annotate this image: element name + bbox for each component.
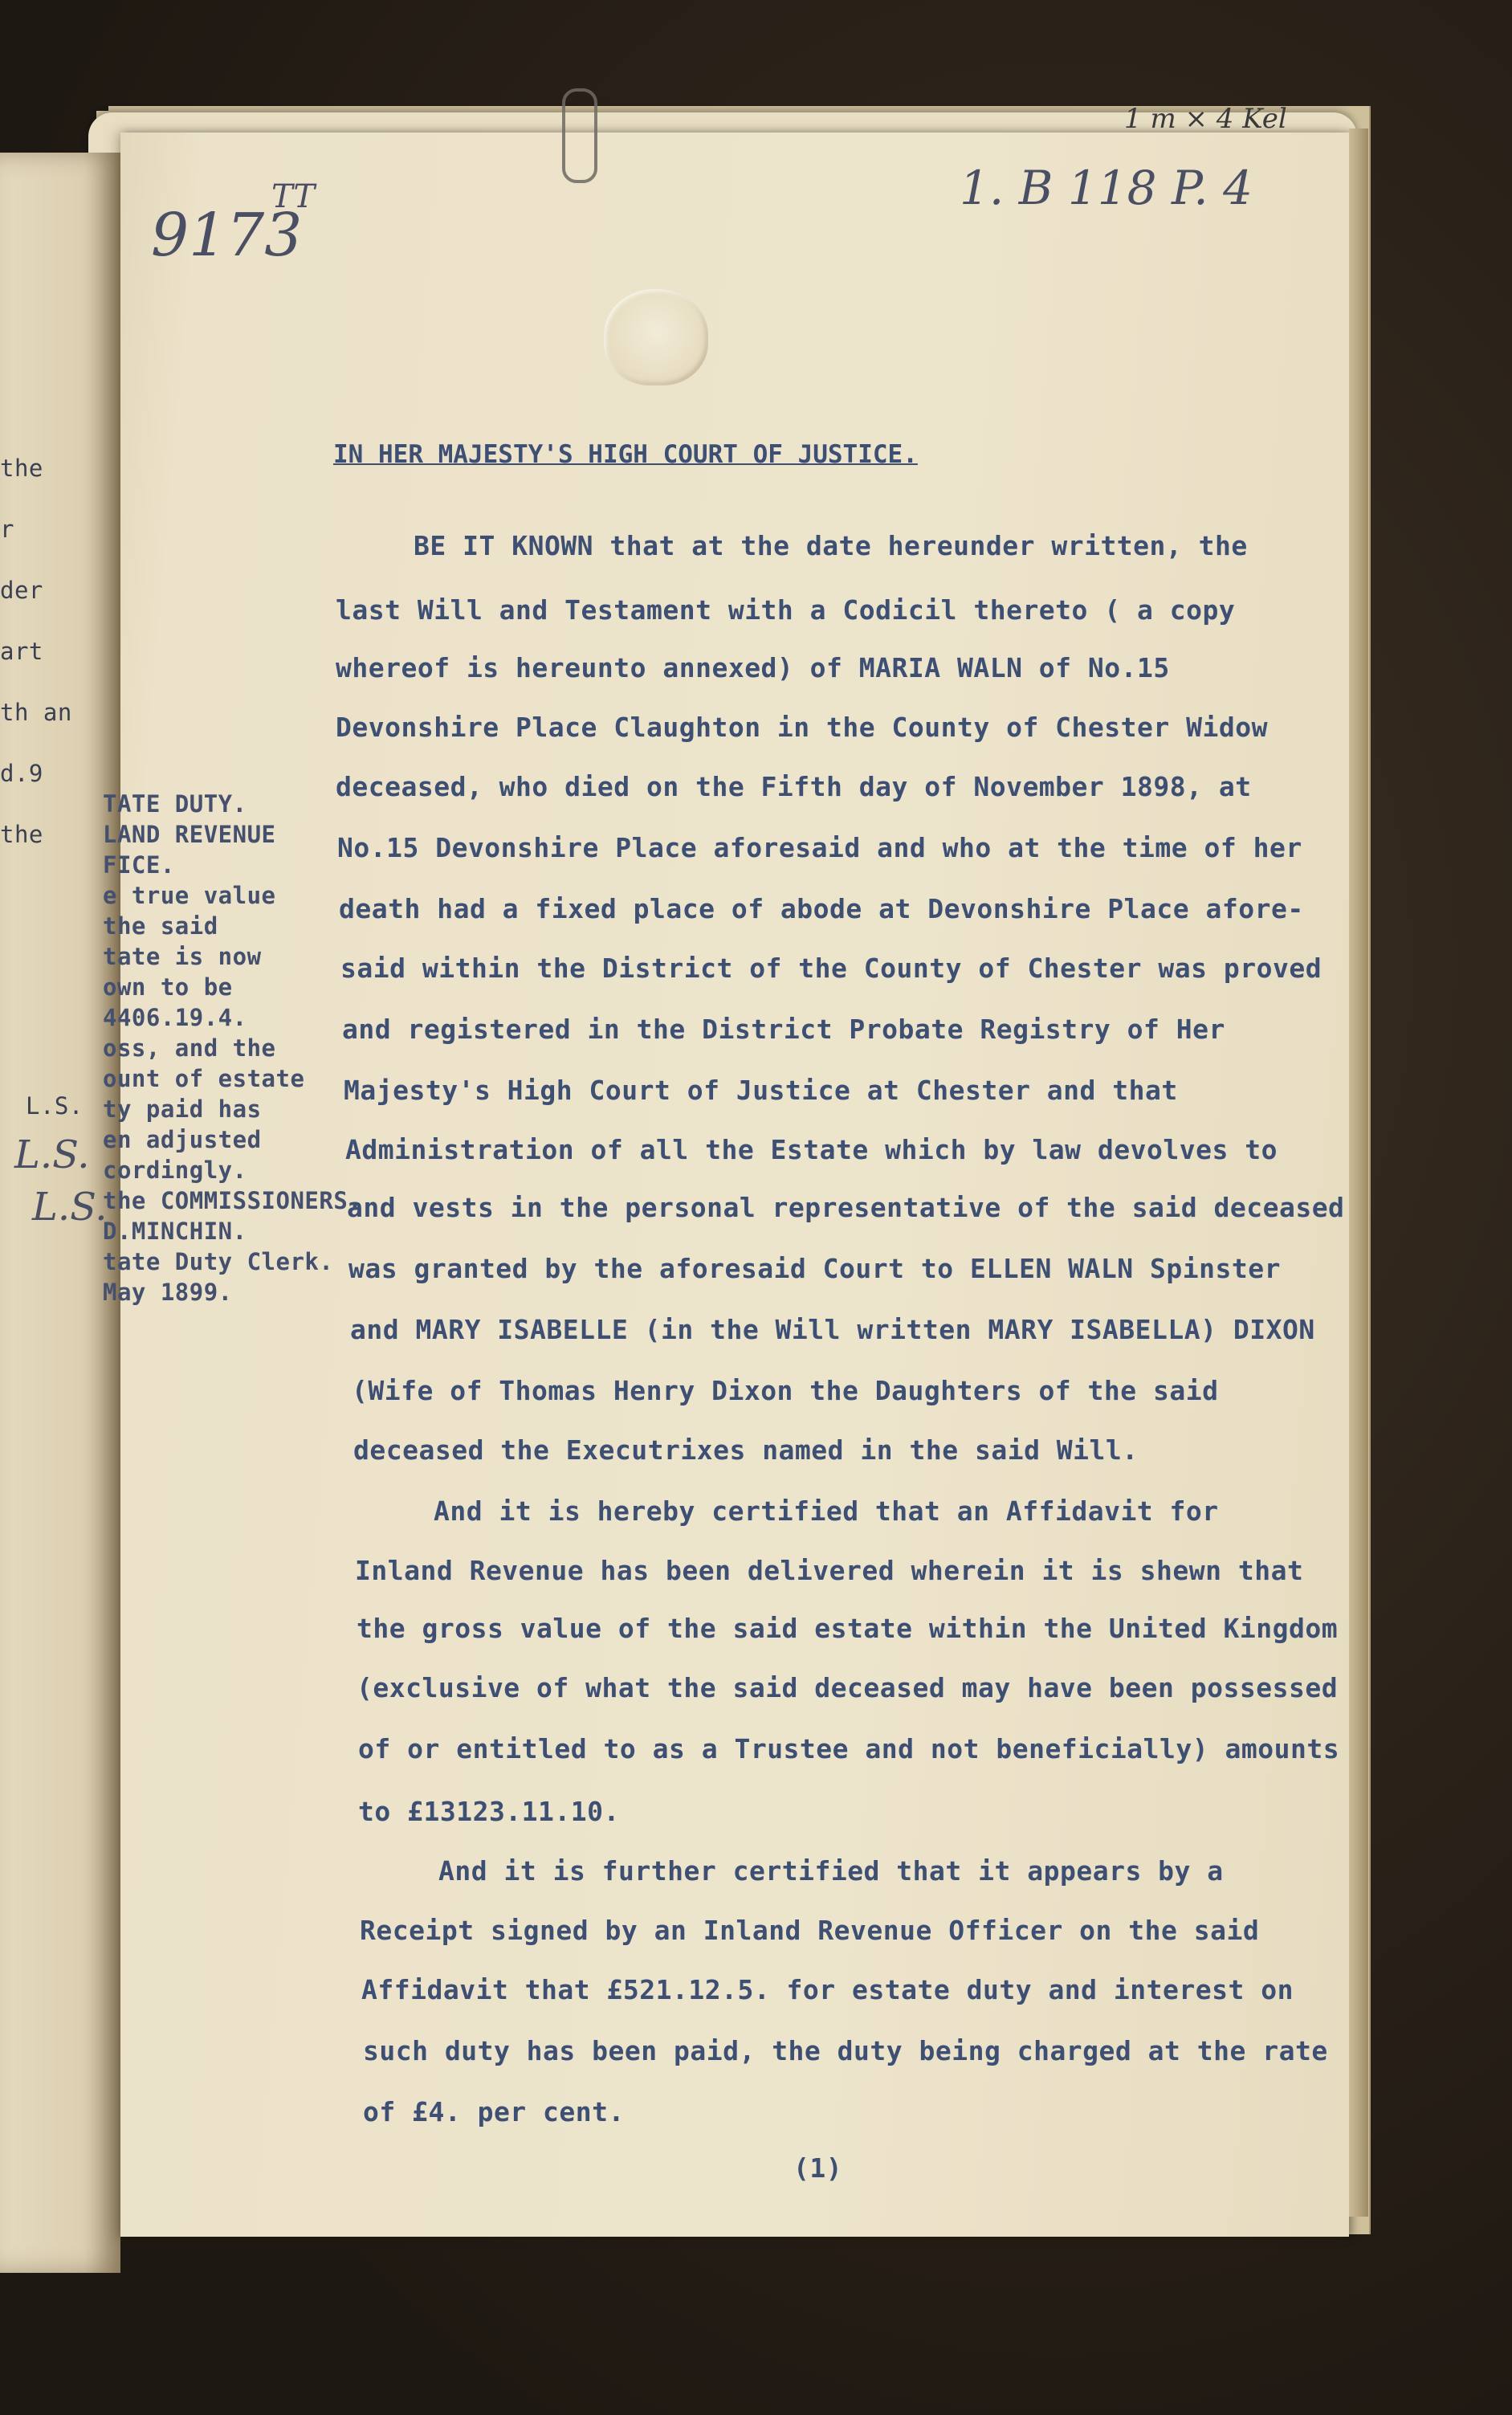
page-number: (1) <box>793 2152 843 2184</box>
margin-note-line: tate Duty Clerk. <box>103 1248 334 1275</box>
margin-note-line: tate is now <box>103 943 262 970</box>
body-line: Inland Revenue has been delivered wherein it is shewn that <box>355 1555 1304 1586</box>
margin-note-line: LAND REVENUE <box>103 821 276 848</box>
body-line: such duty has been paid, the duty being charged at the rate <box>363 2035 1328 2066</box>
body-line: No.15 Devonshire Place aforesaid and who at the time of her <box>337 832 1302 863</box>
page-right-edge <box>1349 129 1368 2217</box>
body-line: Administration of all the Estate which by law devolves to <box>345 1134 1278 1165</box>
body-line: BE IT KNOWN that at the date hereunder written, the <box>414 530 1248 561</box>
paper-clip-icon <box>562 88 597 183</box>
margin-note-line: ount of estate <box>103 1065 305 1092</box>
margin-note-line: the COMMISSIONERS. <box>103 1187 363 1214</box>
body-line: and registered in the District Probate Registry of Her <box>342 1014 1225 1045</box>
file-number: 9173 <box>151 201 303 270</box>
left-page-fragment: d.9 <box>0 760 43 787</box>
left-page-fragment: r <box>0 516 14 543</box>
body-line: was granted by the aforesaid Court to ELLEN WALN Spinster <box>348 1253 1281 1284</box>
body-line: of £4. per cent. <box>363 2096 625 2127</box>
left-page-fragment: the <box>0 821 43 848</box>
margin-note-line: en adjusted <box>103 1126 262 1153</box>
ls-stamp: L.S. <box>26 1092 84 1120</box>
margin-note-line: oss, and the <box>103 1034 276 1062</box>
body-line: of or entitled to as a Trustee and not beneficially) amounts <box>358 1733 1340 1764</box>
body-line: deceased the Executrixes named in the said Will. <box>353 1434 1139 1466</box>
margin-note-line: own to be <box>103 973 233 1001</box>
body-line: And it is hereby certified that an Affidavit for <box>434 1495 1219 1527</box>
body-line: the gross value of the said estate within the United Kingdom <box>357 1613 1339 1644</box>
margin-note-line: TATE DUTY. <box>103 790 247 818</box>
margin-note-line: ty paid has <box>103 1095 262 1123</box>
body-line: death had a fixed place of abode at Devonshire Place afore- <box>339 893 1304 924</box>
body-line: Devonshire Place Claughton in the County of Chester Widow <box>336 712 1268 743</box>
body-line: to £13123.11.10. <box>358 1796 620 1827</box>
court-heading: IN HER MAJESTY'S HIGH COURT OF JUSTICE. <box>333 440 918 469</box>
margin-note-line: 4406.19.4. <box>103 1004 247 1031</box>
body-line: Affidavit that £521.12.5. for estate duty and interest on <box>361 1974 1294 2005</box>
margin-note-line: the said <box>103 912 218 940</box>
top-scribble: 1 m × 4 Kel <box>1124 103 1287 135</box>
left-page-fragment: the <box>0 455 43 482</box>
body-line: last Will and Testament with a Codicil thereto ( a copy <box>336 594 1236 626</box>
body-line: whereof is hereunto annexed) of MARIA WALN of No.15 <box>336 652 1170 683</box>
margin-note-line: May 1899. <box>103 1279 233 1306</box>
body-line: And it is further certified that it appears by a <box>438 1855 1224 1887</box>
file-number-suffix: TT <box>271 178 316 215</box>
body-line: said within the District of the County of Chester was proved <box>340 953 1322 984</box>
left-page-fragment: der <box>0 577 43 604</box>
body-line: Receipt signed by an Inland Revenue Officer on the said <box>360 1915 1260 1946</box>
body-line: (Wife of Thomas Henry Dixon the Daughters of the said <box>352 1375 1219 1406</box>
body-line: Majesty's High Court of Justice at Chester and that <box>344 1075 1178 1106</box>
body-line: and vests in the personal representative of the said deceased <box>347 1192 1345 1223</box>
body-line: deceased, who died on the Fifth day of November 1898, at <box>336 771 1252 802</box>
margin-note-line: e true value <box>103 882 276 909</box>
body-line: and MARY ISABELLE (in the Will written MARY ISABELLA) DIXON <box>350 1314 1315 1345</box>
left-page-fragment: th an <box>0 699 72 726</box>
margin-note-line: cordingly. <box>103 1157 247 1184</box>
body-line: (exclusive of what the said deceased may have been possessed <box>357 1672 1339 1703</box>
ls-handwritten: L.S. <box>14 1132 90 1177</box>
embossed-royal-seal <box>604 289 708 386</box>
left-page-fragment: art <box>0 638 43 665</box>
margin-note-line: D.MINCHIN. <box>103 1218 247 1245</box>
margin-note-line: FICE. <box>103 851 175 879</box>
ls-handwritten: L.S. <box>32 1185 108 1230</box>
catalogue-mark: 1. B 118 P. 4 <box>960 161 1253 215</box>
